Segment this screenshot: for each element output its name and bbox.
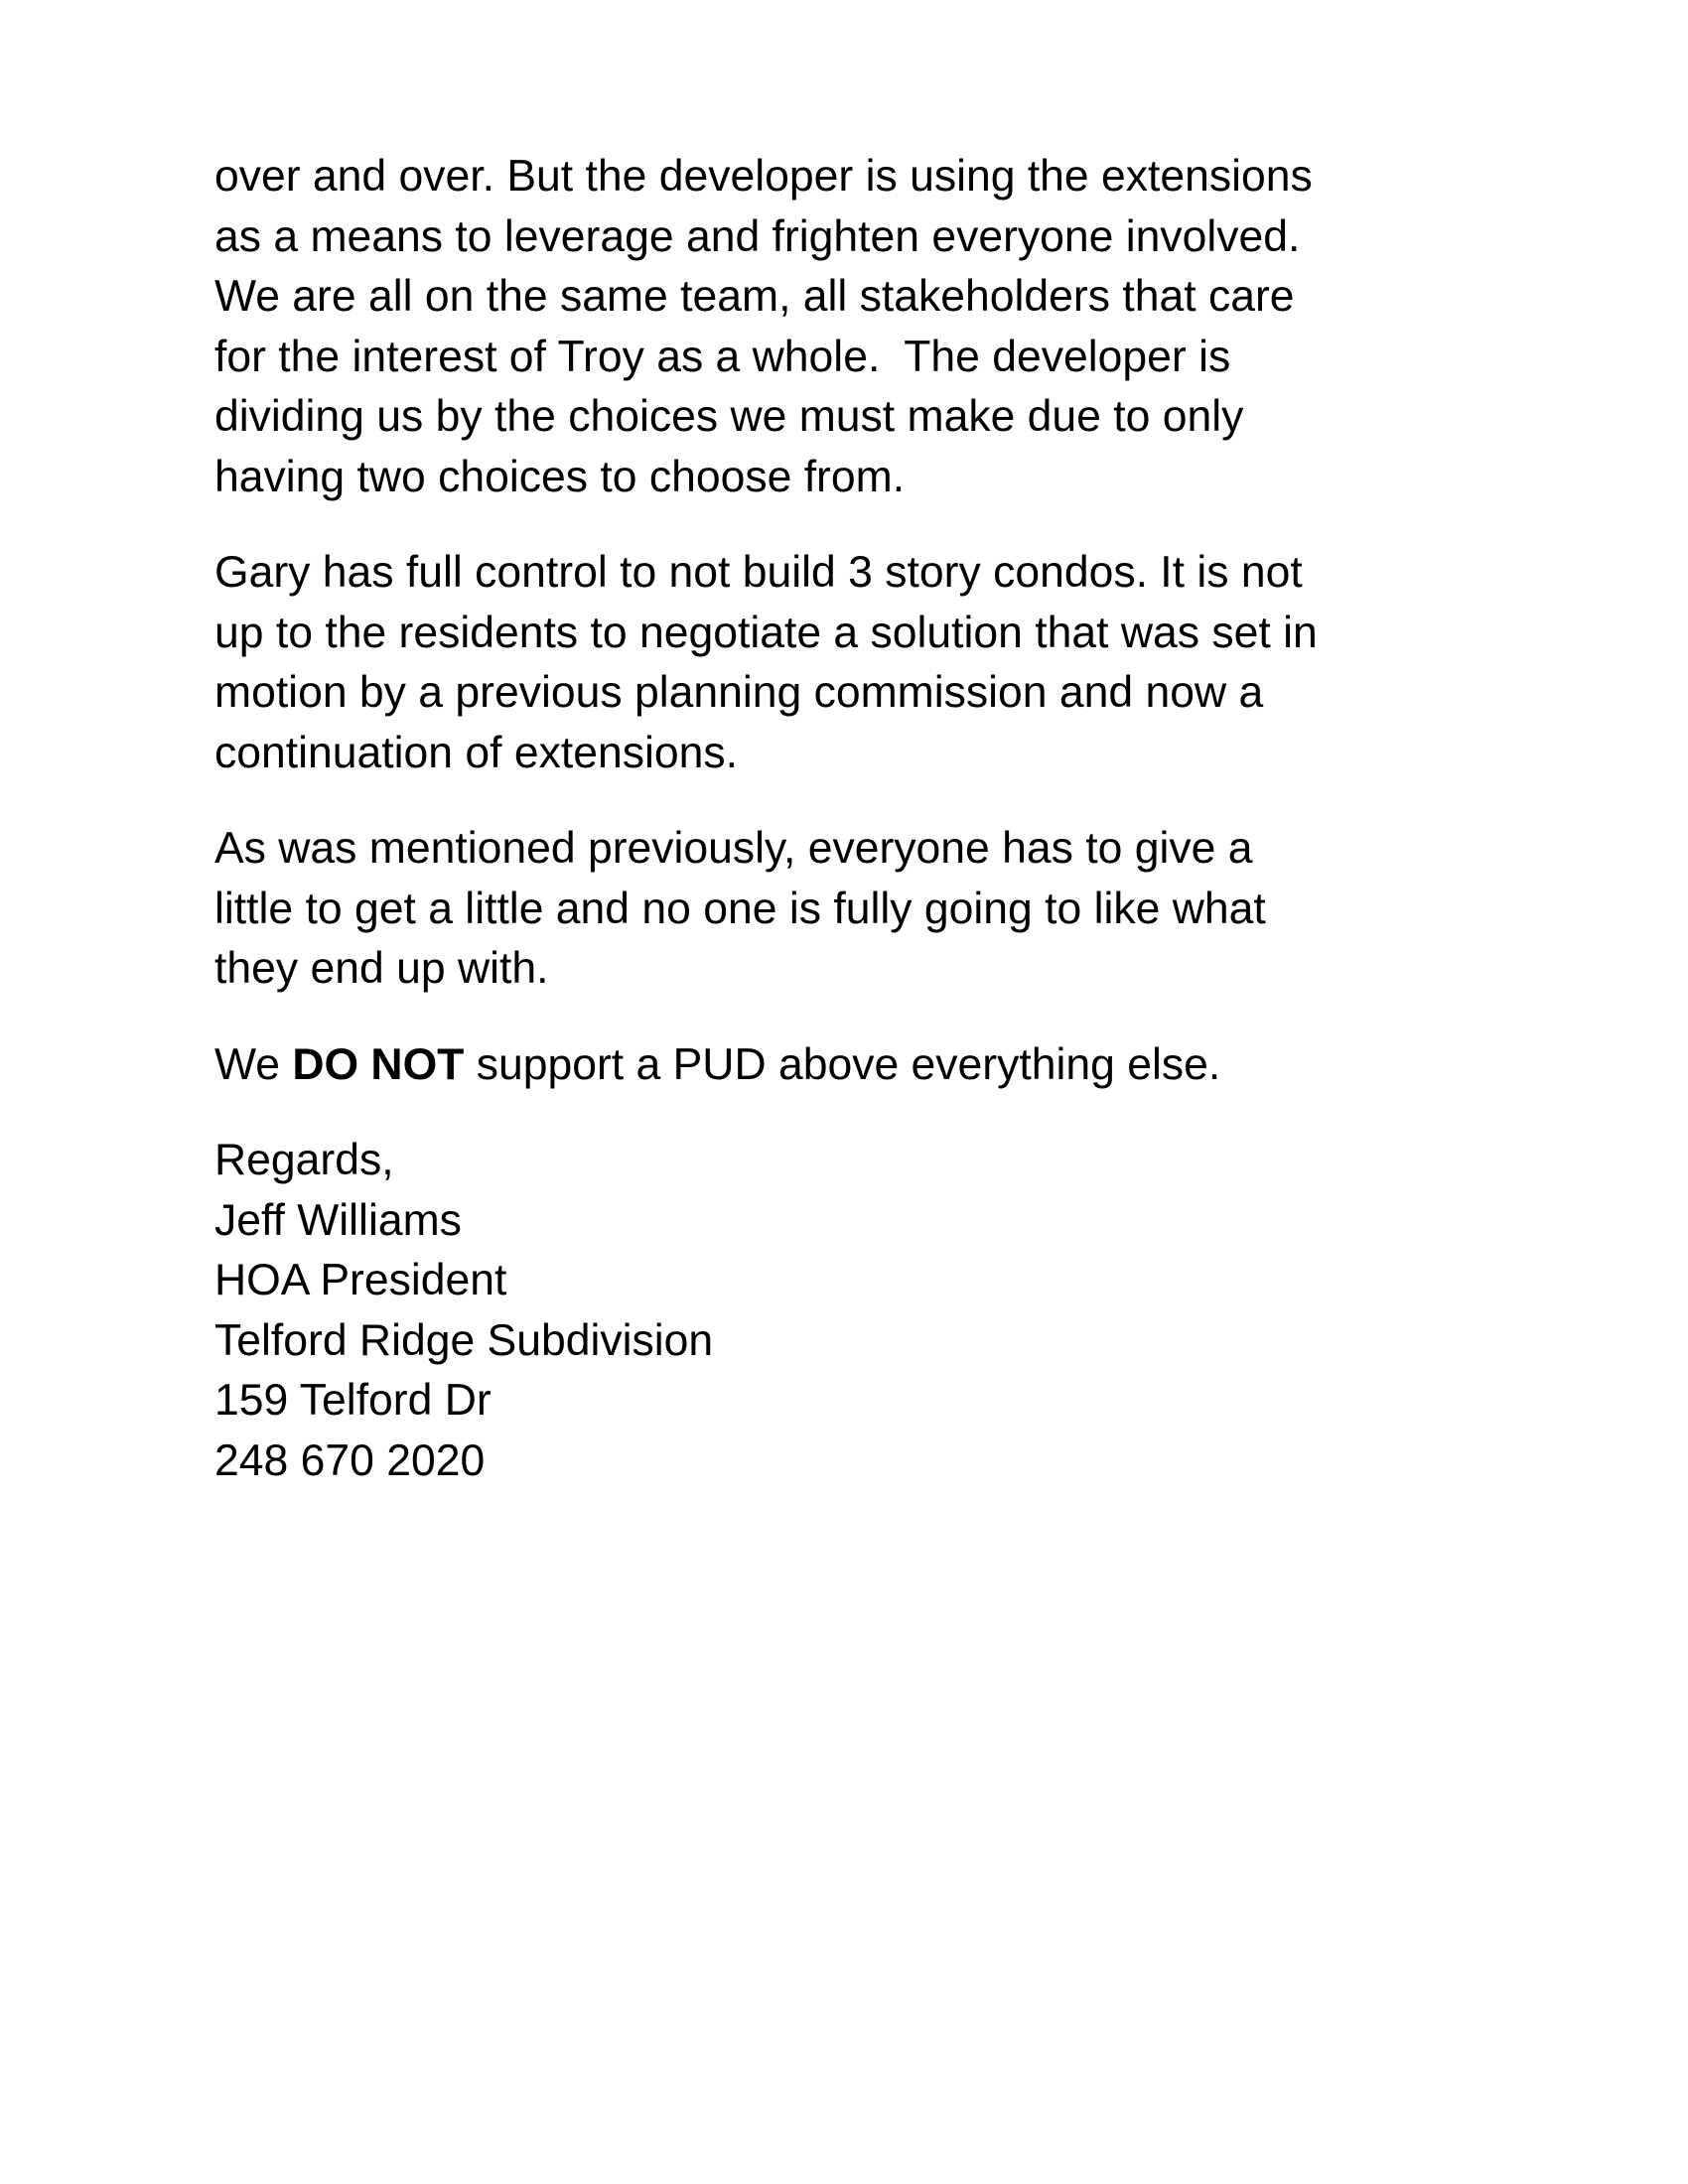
organization: Telford Ridge Subdivision <box>214 1315 714 1365</box>
text-line: dividing us by the choices we must make due to only <box>214 392 1244 441</box>
statement-paragraph <box>214 1035 1495 1096</box>
text-line: as a means to leverage and frighten everyone involved. <box>214 211 1301 261</box>
phone: 248 670 2020 <box>214 1435 486 1485</box>
text-line: having two choices to choose from. <box>214 452 906 501</box>
statement-after: support a PUD above everything else. <box>464 1039 1221 1089</box>
text-line: Gary has full control to not build 3 story condos. It is not <box>214 548 1303 597</box>
text-line: over and over. But the developer is using the extensions <box>214 152 1313 201</box>
text-line: We are all on the same team, all stakeholders that care <box>214 272 1295 321</box>
statement-line <box>214 1035 1495 1096</box>
signer-title: HOA President <box>214 1256 507 1304</box>
closing: Regards, <box>214 1136 394 1184</box>
paragraph-2 <box>214 543 1495 783</box>
statement-emphasis: DO NOT <box>292 1039 465 1089</box>
signer-name: Jeff Williams <box>214 1195 462 1245</box>
text-line: they end up with. <box>214 944 549 993</box>
text-line: for the interest of Troy as a whole. The developer is <box>214 332 1231 381</box>
text-line: As was mentioned previously, everyone has to give a <box>214 824 1253 873</box>
statement-before: We <box>214 1039 293 1089</box>
paragraph-1 <box>214 147 1495 507</box>
letter-body <box>214 147 1495 1491</box>
text-line: continuation of extensions. <box>214 728 738 777</box>
text-line: little to get a little and no one is fully going to like what <box>214 884 1266 933</box>
text-line: motion by a previous planning commission and now a <box>214 668 1264 717</box>
signature-block <box>214 1131 1495 1491</box>
paragraph-3 <box>214 819 1495 1000</box>
text-line: up to the residents to negotiate a solution that was set in <box>214 608 1318 657</box>
address: 159 Telford Dr <box>214 1376 492 1425</box>
